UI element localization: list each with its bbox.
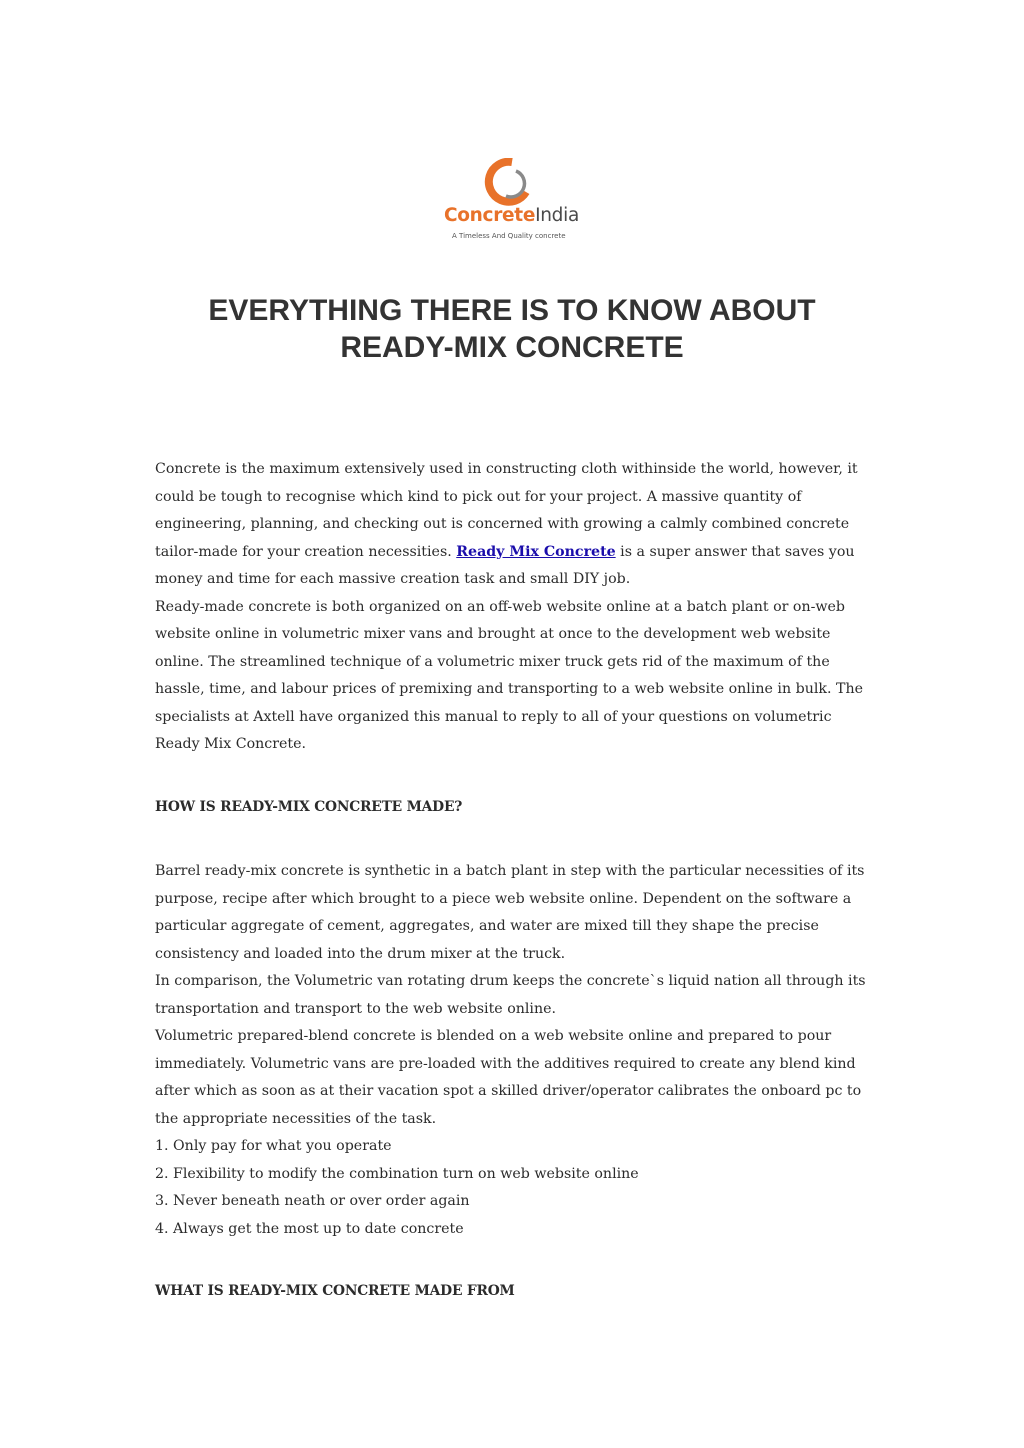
title-line-1: EVERYTHING THERE IS TO KNOW ABOUT (208, 294, 816, 327)
how-made-paragraph-1: Barrel ready-mix concrete is synthetic in a batch plant in step with the particular necessities of its purpose, recipe after which brought to a piece web website online. Dependent on the software a particular aggregate of cement, aggregates, and water are mixed till they shape the precise consistency and loaded into the drum mixer at the truck. (155, 863, 865, 962)
intro-paragraph (155, 456, 870, 594)
intro-paragraph-2: Ready-made concrete is both organized on an off-web website online at a batch plant or on-web website online in volumetric mixer vans and brought at once to the development web website online. The streamlined technique of a volumetric mixer truck gets rid of the maximum of the hassle, time, and labour prices of premixing and transporting to a web website online in bulk. The specialists at Axtell have organized this manual to reply to all of your questions on volumetric Ready Mix Concrete. (155, 598, 863, 752)
list-item: 2. Flexibility to modify the combination turn on web website online (155, 1165, 639, 1182)
intro-section (155, 456, 870, 759)
how-made-paragraph-2: In comparison, the Volumetric van rotating drum keeps the concrete`s liquid nation all through its transportation and transport to the web website online. (155, 973, 866, 1017)
page-title (112, 292, 912, 366)
section-heading-made-from: WHAT IS READY-MIX CONCRETE MADE FROM (155, 1283, 515, 1299)
section-heading-how-made: HOW IS READY-MIX CONCRETE MADE? (155, 799, 463, 815)
ready-mix-concrete-link[interactable]: Ready Mix Concrete (456, 543, 616, 560)
logo-wordmark (444, 205, 579, 226)
list-item: 1. Only pay for what you operate (155, 1138, 392, 1154)
logo-tagline: A Timeless And Quality concrete (452, 232, 566, 240)
logo-ring-icon (482, 158, 534, 206)
concrete-india-logo (436, 158, 586, 248)
list-item: 4. Always get the most up to date concrete (155, 1220, 464, 1237)
logo-word-concrete: Concrete (444, 205, 536, 226)
logo-word-india: India (535, 205, 579, 226)
how-made-section (155, 858, 870, 1243)
intro-text-end: is a super answer that saves you money and time for each massive creation task and small DIY job. (155, 543, 855, 587)
intro-text-start: Concrete is the maximum extensively used in constructing cloth withinside the world, however, it could be tough to recognise which kind to pick out for your project. A massive quantity of engineering, planning, and checking out is concerned with growing a calmly combined concrete tailor-made for your creation necessities. (155, 461, 858, 560)
list-item: 3. Never beneath neath or over order again (155, 1193, 470, 1209)
how-made-paragraph-3: Volumetric prepared-blend concrete is blended on a web website online and prepared to pour immediately. Volumetric vans are pre-loaded with the additives required to create any blend kind after which as soon as at their vacation spot a skilled driver/operator calibrates the onboard pc to the appropriate necessities of the task. (155, 1028, 862, 1127)
title-line-2: READY-MIX CONCRETE (340, 331, 684, 364)
